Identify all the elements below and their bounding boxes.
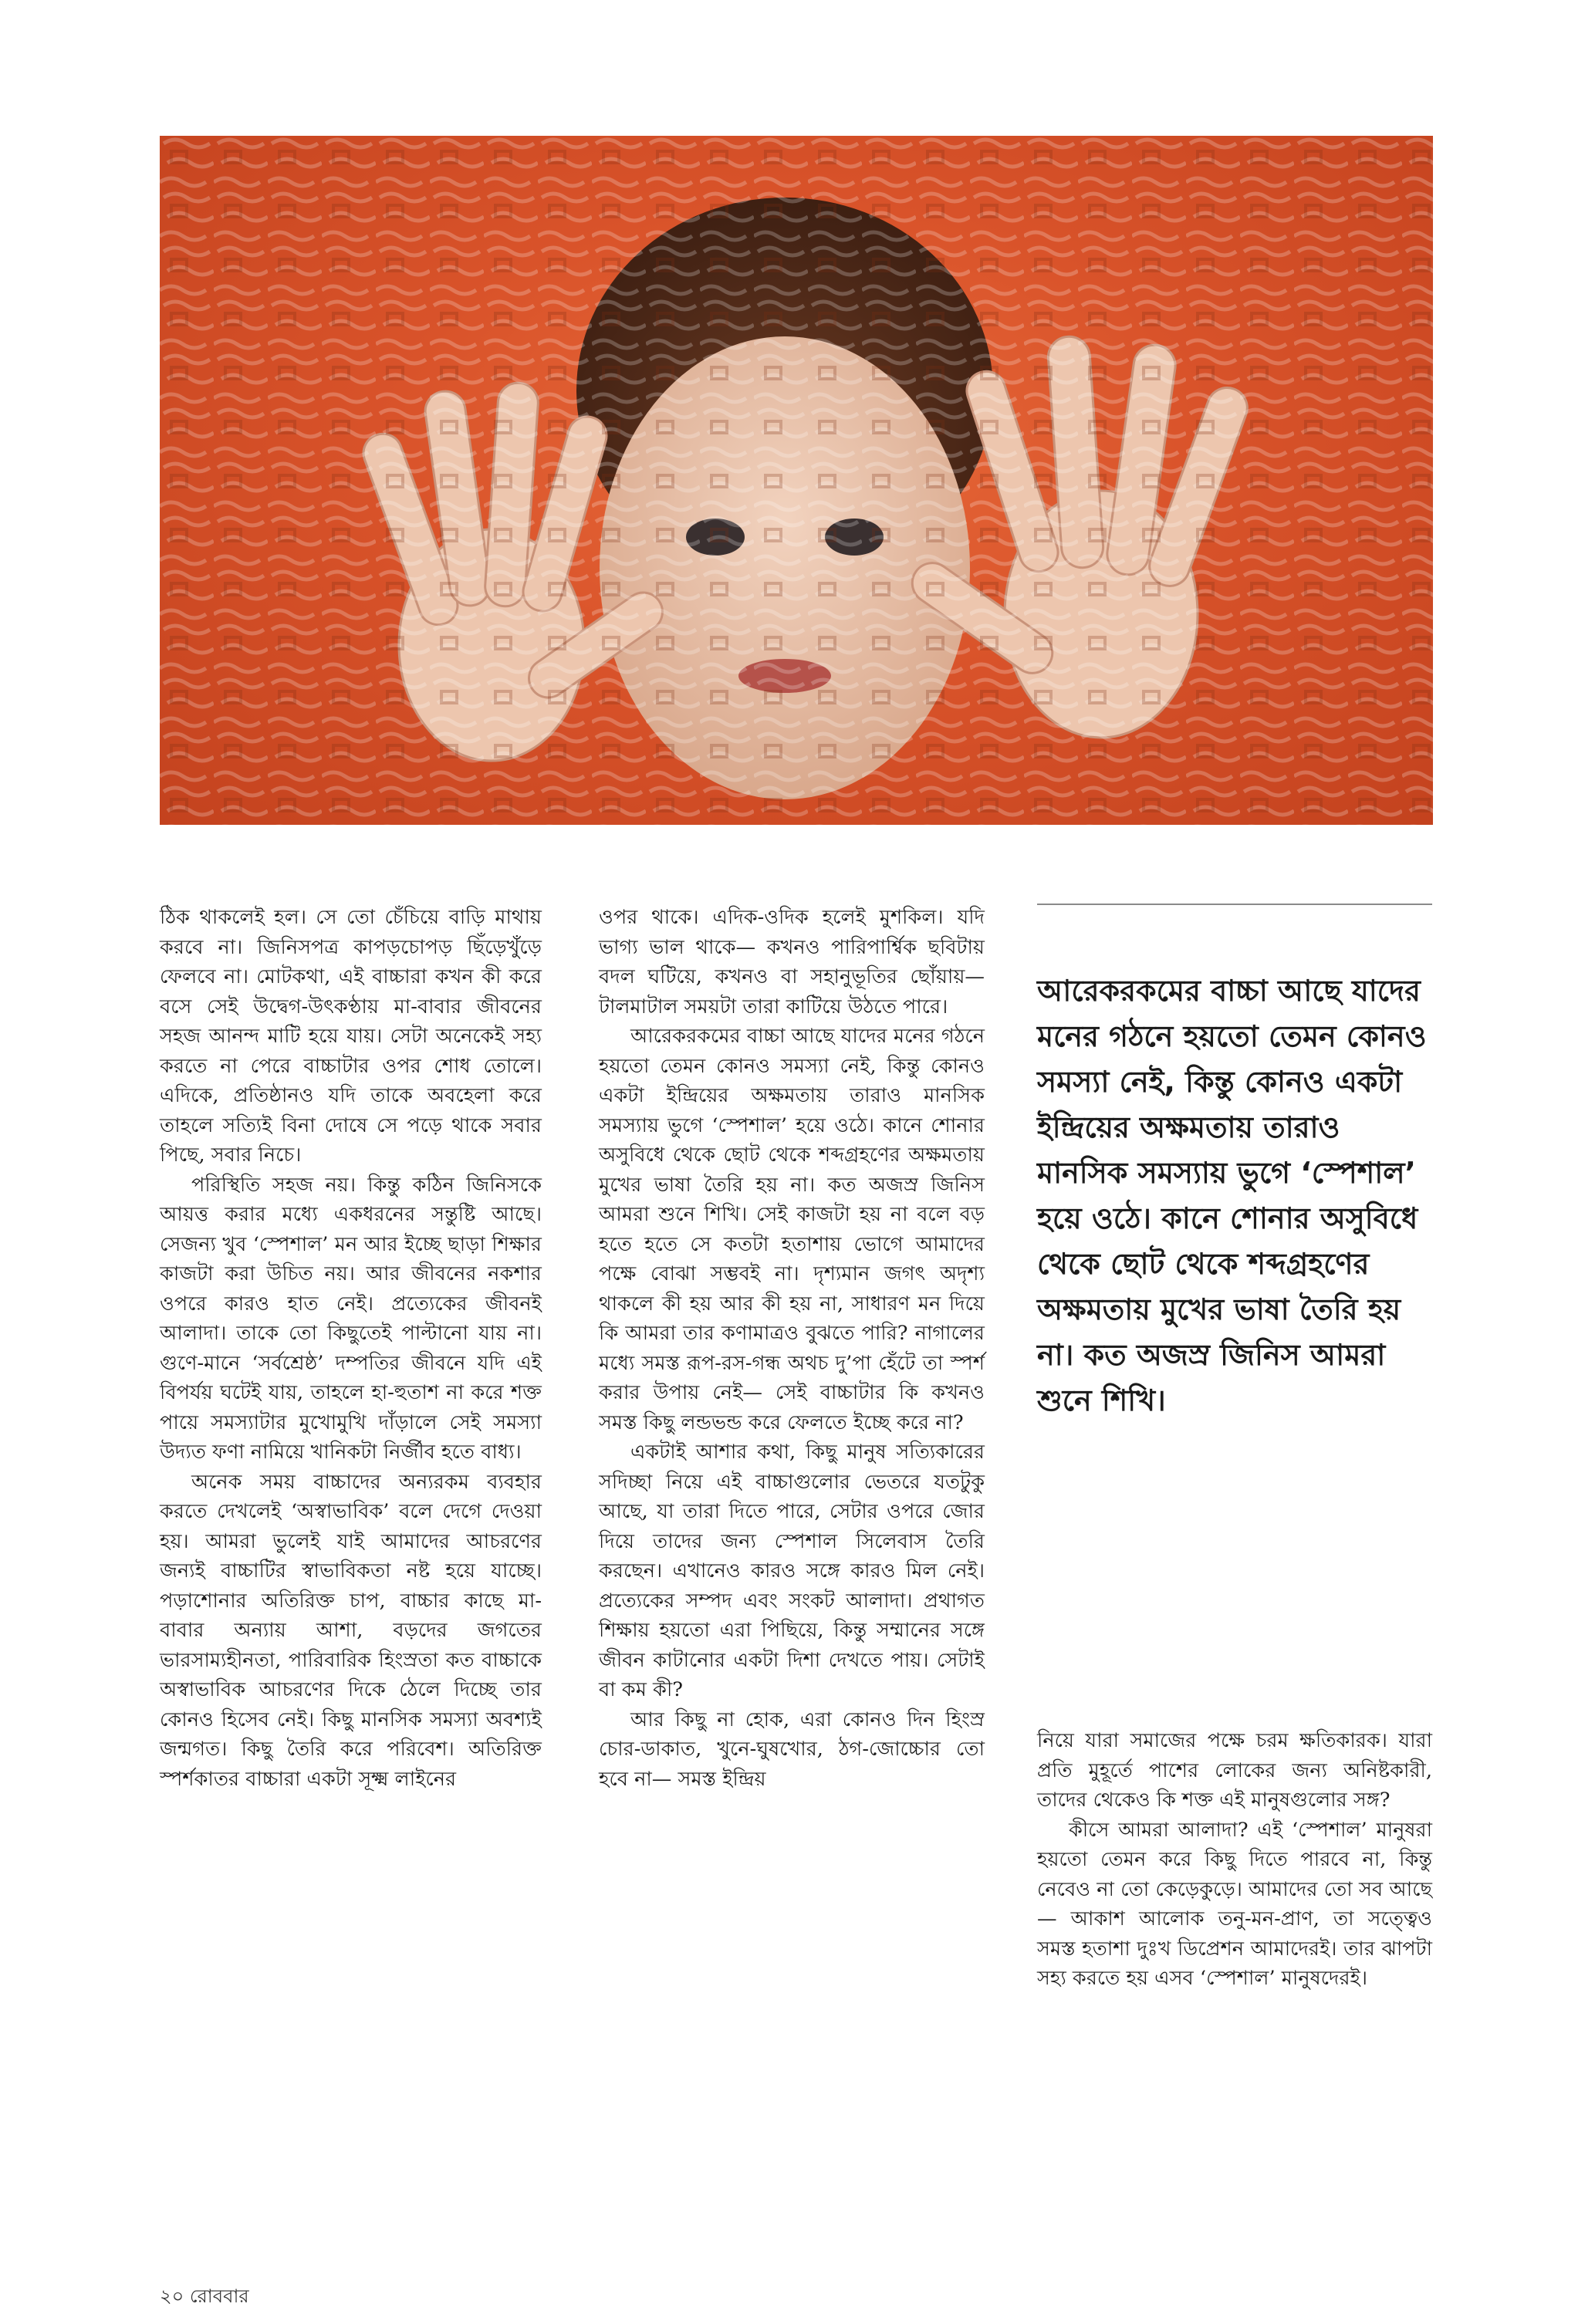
pull-quote-divider xyxy=(1037,904,1432,905)
article-column-3 xyxy=(1037,1726,1432,1994)
article-paragraph: আর কিছু না হোক, এরা কোনও দিন হিংস্র চোর-ডাকাত, খুনে-ঘুষখোর, ঠগ-জোচ্চোর তো হবে না— সমস্ত ইন্দ্রিয় xyxy=(599,1708,985,1791)
article-paragraph: একটাই আশার কথা, কিছু মানুষ সত্যিকারের সদিচ্ছা নিয়ে এই বাচ্চাগুলোর ভেতরে যতটুকু আছে, যা তারা দিতে পারে, সেটার ওপরে জোর দিয়ে তাদের জন্য স্পেশাল সিলেবাস তৈরি করছেন। এখানেও কারও সঙ্গে কারও মিল নেই। প্রত্যেকের সম্পদ এবং সংকট আলাদা। প্রথাগত শিক্ষায় হয়তো এরা পিছিয়ে, কিন্তু সম্মানের সঙ্গে জীবন কাটানোর একটা দিশা দেখতে পায়। সেটাই বা কম কী? xyxy=(599,1441,985,1701)
article-photo xyxy=(160,136,1433,825)
article-paragraph: আরেকরকমের বাচ্চা আছে যাদের মনের গঠনে হয়তো তেমন কোনও সমস্যা নেই, কিন্তু কোনও একটা ইন্দ্রিয়ের অক্ষমতায় তারাও মানসিক সমস্যায় ভুগে ‘স্পেশাল’ হয়ে ওঠে। কানে শোনার অসুবিধে থেকে ছোট থেকে শব্দগ্রহণের অক্ষমতায় মুখের ভাষা তৈরি হয় না। কত অজস্র জিনিস আমরা শুনে শিখি। সেই কাজটা হয় না বলে বড় হতে হতে সে কতটা হতাশায় ভোগে আমাদের পক্ষে বোঝা সম্ভবই না। দৃশ্যমান জগৎ অদৃশ্য থাকলে কী হয় আর কী হয় না, সাধারণ মন দিয়ে কি আমরা তার কণামাত্রও বুঝতে পারি? নাগালের মধ্যে সমস্ত রূপ-রস-গন্ধ অথচ দু’পা হেঁটে তা স্পর্শ করার উপায় নেই— সেই বাচ্চাটার কি কখনও সমস্ত কিছু লন্ডভন্ড করে ফেলতে ইচ্ছে করে না? xyxy=(599,1025,985,1434)
magazine-name: রোববার xyxy=(189,2285,249,2307)
article-paragraph: নিয়ে যারা সমাজের পক্ষে চরম ক্ষতিকারক। যারা প্রতি মুহূর্তে পাশের লোকের জন্য অনিষ্টকারী, তাদের থেকেও কি শক্ত এই মানুষগুলোর সঙ্গ? xyxy=(1037,1729,1432,1812)
article-paragraph: ওপর থাকে। এদিক-ওদিক হলেই মুশকিল। যদি ভাগ্য ভাল থাকে— কখনও পারিপার্শ্বিক ছবিটায় বদল ঘটিয়ে, কখনও বা সহানুভূতির ছোঁয়ায়— টালমাটাল সময়টা তারা কাটিয়ে উঠতে পারে। xyxy=(599,906,985,1018)
pull-quote: আরেকরকমের বাচ্চা আছে যাদের মনের গঠনে হয়তো তেমন কোনও সমস্যা নেই, কিন্তু কোনও একটা ইন্দ্রিয়ের অক্ষমতায় তারাও মানসিক সমস্যায় ভুগে ‘স্পেশাল’ হয়ে ওঠে। কানে শোনার অসুবিধে থেকে ছোট থেকে শব্দগ্রহণের অক্ষমতায় মুখের ভাষা তৈরি হয় না। কত অজস্র জিনিস আমরা শুনে শিখি। xyxy=(1037,974,1427,1417)
article-column-2 xyxy=(599,903,985,1794)
article-paragraph: ঠিক থাকলেই হল। সে তো চেঁচিয়ে বাড়ি মাথায় করবে না। জিনিসপত্র কাপড়চোপড় ছিঁড়েখুঁড়ে ফেলবে না। মোটকথা, এই বাচ্চারা কখন কী করে বসে সেই উদ্বেগ-উৎকণ্ঠায় মা-বাবার জীবনের সহজ আনন্দ মাটি হয়ে যায়। সেটা অনেকেই সহ্য করতে না পেরে বাচ্চাটার ওপর শোধ তোলে। এদিকে, প্রতিষ্ঠানও যদি তাকে অবহেলা করে তাহলে সত্যিই বিনা দোষে সে পড়ে থাকে সবার পিছে, সবার নিচে। xyxy=(160,906,542,1167)
page-footer xyxy=(160,2282,249,2313)
article-paragraph: কীসে আমরা আলাদা? এই ‘স্পেশাল’ মানুষরা হয়তো তেমন করে কিছু দিতে পারবে না, কিন্তু নেবেও না তো কেড়েকুড়ে। আমাদের তো সব আছে— আকাশ আলোক তনু-মন-প্রাণ, তা সত্ত্বেও সমস্ত হতাশা দুঃখ ডিপ্রেশন আমাদেরই। তার ঝাপটা সহ্য করতে হয় এসব ‘স্পেশাল’ মানুষদেরই। xyxy=(1037,1818,1432,1990)
child-behind-glass-icon xyxy=(160,136,1433,825)
page-number: ২০ xyxy=(160,2285,184,2307)
article-paragraph: পরিস্থিতি সহজ নয়। কিন্তু কঠিন জিনিসকে আয়ত্ত করার মধ্যে একধরনের সন্তুষ্টি আছে। সেজন্য খুব ‘স্পেশাল’ মন আর ইচ্ছে ছাড়া শিক্ষার কাজটা করা উচিত নয়। আর জীবনের নকশার ওপরে কারও হাত নেই। প্রত্যেকের জীবনই আলাদা। তাকে তো কিছুতেই পাল্টানো যায় না। গুণে-মানে ‘সর্বশ্রেষ্ঠ’ দম্পতির জীবনে যদি এই বিপর্যয় ঘটেই যায়, তাহলে হা-হুতাশ না করে শক্ত পায়ে সমস্যাটার মুখোমুখি দাঁড়ালে সেই সমস্যা উদ্যত ফণা নামিয়ে খানিকটা নির্জীব হতে বাধ্য। xyxy=(160,1173,542,1464)
article-column-1 xyxy=(160,903,542,1794)
article-paragraph: অনেক সময় বাচ্চাদের অন্যরকম ব্যবহার করতে দেখলেই ‘অস্বাভাবিক’ বলে দেগে দেওয়া হয়। আমরা ভুলেই যাই আমাদের আচরণের জন্যই বাচ্চাটির স্বাভাবিকতা নষ্ট হয়ে যাচ্ছে। পড়াশোনার অতিরিক্ত চাপ, বাচ্চার কাছে মা-বাবার অন্যায় আশা, বড়দের জগতের ভারসাম্যহীনতা, পারিবারিক হিংস্রতা কত বাচ্চাকে অস্বাভাবিক আচরণের দিকে ঠেলে দিচ্ছে তার কোনও হিসেব নেই। কিছু মানসিক সমস্যা অবশ্যই জন্মগত। কিছু তৈরি করে পরিবেশ। অতিরিক্ত স্পর্শকাতর বাচ্চারা একটা সূক্ষ্ম লাইনের xyxy=(160,1470,542,1791)
